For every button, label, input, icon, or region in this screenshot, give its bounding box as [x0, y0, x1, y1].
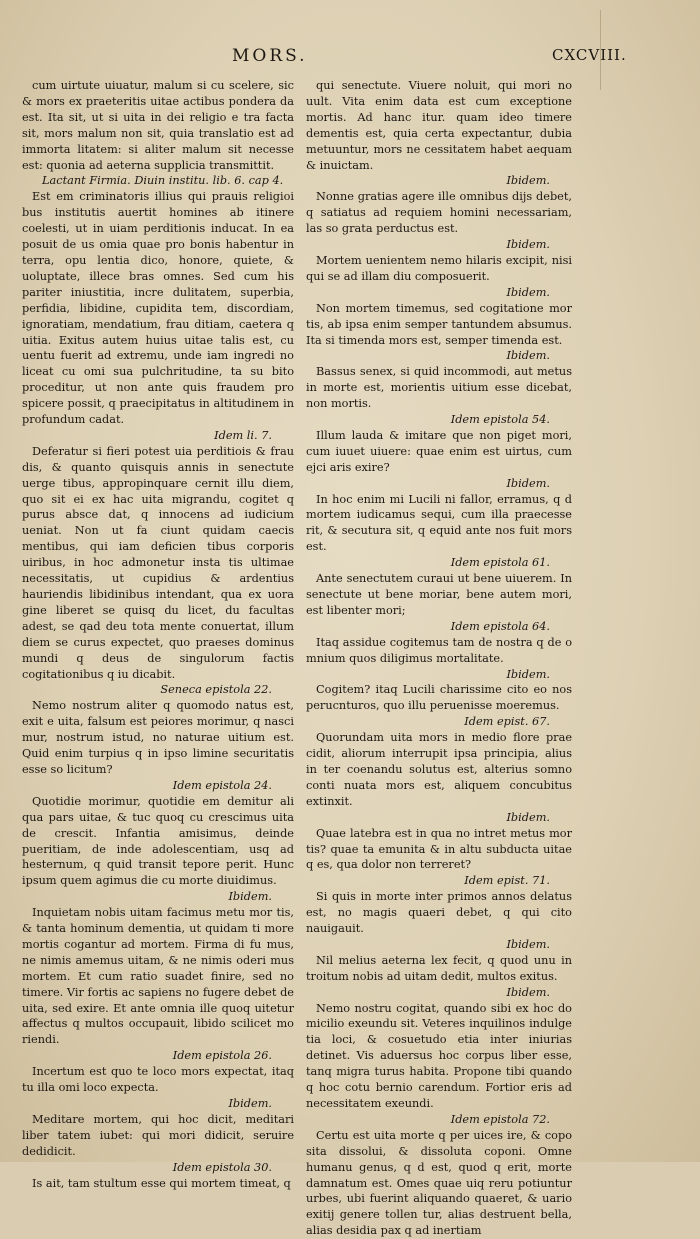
text-paragraph: Incertum est quo te loco mors expectat, itaq tu illa omi loco expecta. [22, 1065, 294, 1095]
text-paragraph: Nil melius aeterna lex fecit, q quod unu in troitum nobis ad uitam dedit, multos exitus. [306, 953, 572, 983]
text-paragraph: cum uirtute uiuatur, malum si cu scelere, sic & mors ex praeteritis uitae actibus pondera da est. Ita sit, ut si uita in dei religio e tra facta sit, mors malum non sit, quia translatio est ad immorta litatem: si aliter malum sit necesse est: quonia ad aeterna supplicia transmittit. [22, 79, 294, 172]
citation: Ibidem. [506, 985, 550, 999]
text-paragraph: Nemo nostrum aliter q quomodo natus est, exit e uita, falsum est peiores morimur, q nasci mur, nostrum istud, no naturae uitium est. Quid enim turpius q in ipso limine securitatis esse so licitum? [22, 699, 294, 776]
citation: Idem epist. 67. [464, 715, 550, 729]
text-paragraph: qui senectute. Viuere noluit, qui mori no uult. Vita enim data est cum exceptione mortis. Ad hanc itur. quam ideo timere dementis est, quia certa expectantur, dubia metuuntur, mors ne cessitatem habet aequam & inuictam. [306, 79, 572, 172]
text-paragraph: Bassus senex, si quid incommodi, aut metus in morte est, morientis uitium esse dicebat, non mortis. [306, 365, 572, 411]
text-paragraph: Cogitem? itaq Lucili charissime cito eo nos perucnturos, quo illu peruenisse moeremus. [306, 683, 572, 713]
text-paragraph: Quae latebra est in qua no intret metus mor tis? quae ta emunita & in altu subducta uitae q es, qua dolor non terreret? [306, 826, 572, 872]
text-paragraph: In hoc enim mi Lucili ni fallor, erramus, q d mortem iudicamus sequi, cum illa praecesse rit, & secutura sit, q equid ante nos fuit mors est. [306, 492, 572, 554]
right-column [306, 78, 572, 1238]
citation: Ibidem. [506, 349, 550, 363]
left-column [22, 78, 294, 1190]
citation: Ibidem. [506, 238, 550, 252]
citation: Idem epistola 64. [450, 619, 550, 633]
text-paragraph: Deferatur si fieri potest uia perditiois & frau dis, & quanto quisquis annis in senectute uerge tibus, appropinquare cernit illu diem, quo sit ei ex hac uita migrandu, cogitet q purus absce dat, q innocens ad iudicium ueniat. Non ut fa ciunt quidam caecis mentibus, qui iam deficien tibus corporis uiribus, in hoc admonetur insta tis ultimae necessitatis, ut cupidius & ardentius hauriendis libidinibus intendant, qua ex uora gine liberet se quisq du licet, du facultas adest, se qad deu tota mente conuertat, illum diem se curus expectet, quo praeses dominus mundi q deus de singulorum factis cogitationibus q iu dicabit. [22, 444, 294, 681]
citation: Ibidem. [228, 1097, 272, 1110]
citation: Ibidem. [228, 890, 272, 904]
citation: Idem epistola 30. [172, 1160, 272, 1174]
citation: Ibidem. [506, 810, 550, 824]
text-paragraph: Is ait, tam stultum esse qui mortem timeat, q [32, 1176, 291, 1190]
running-head [0, 46, 700, 68]
citation: Ibidem. [506, 667, 550, 681]
citation: Seneca epistola 22. [160, 683, 272, 697]
citation: Idem epist. 71. [464, 874, 550, 888]
text-paragraph: Certu est uita morte q per uices ire, & copo sita dissolui, & dissoluta coponi. Omne humanu genus, q d est, quod q erit, morte damnatum est. Omes quae uiq reru potiuntur urbes, ubi fuerint aliquando quaeret, & uario exitij genere tollen tur, alias destruent bella, alias desidia pax q ad inertiam [306, 1128, 572, 1238]
text-paragraph: Ante senectutem curaui ut bene uiuerem. In senectute ut bene moriar, bene autem mori, est libenter mori; [306, 572, 572, 617]
text-paragraph: Nemo nostru cogitat, quando sibi ex hoc do micilio exeundu sit. Veteres inquilinos indulge tia loci, & cosuetudo etia inter iniurias detinet. Vis aduersus hoc corpus liber esse, tanq migra turus habita. Propone tibi quando q hoc cotu bernio carendum. Fortior eris ad necessitatem exeundi. [306, 1001, 572, 1110]
text-paragraph: Non mortem timemus, sed cogitatione mor tis, ab ipsa enim semper tantundem absumus. Ita si timenda mors est, semper timenda est. [306, 301, 572, 347]
text-paragraph: Si quis in morte inter primos annos delatus est, no magis quaeri debet, q qui cito nauigauit. [306, 890, 572, 936]
citation: Idem epistola 61. [450, 556, 550, 570]
text-paragraph: Nonne gratias agere ille omnibus dijs debet, q satiatus ad requiem homini necessariam, las so grata perductus est. [306, 190, 572, 236]
text-paragraph: Quotidie morimur, quotidie em demitur ali qua pars uitae, & tuc quoq cu crescimus uita de crescit. Infantia amisimus, deinde pueritiam, de inde adolescentiam, usq ad hesternum, q quid transit tepore perit. Hunc ipsum quem agimus die cu morte diuidimus. [22, 794, 294, 888]
citation: Ibidem. [506, 476, 550, 490]
page-title: MORS. [232, 46, 308, 66]
text-paragraph: Quorundam uita mors in medio flore prae cidit, aliorum interrupit ipsa principia, alius in ter coenandu solutus est, alterius somno conti nuata mors est, aliquem concubitus extinxit. [306, 731, 572, 808]
text-paragraph: Est em criminatoris illius qui prauis religioi bus institutis auertit homines ab itinere coelesti, ut in uiam perditionis inducat. In ea posuit de us omia quae pro bonis habentur in terra, opu lentia dico, honore, quiete, & uoluptate, illece bras omnes. Sed cum his pariter iniustitia, incre dulitatem, superbia, perfidia, libidine, cupidita tem, discordiam, ignoratiam, mendatium, frau ditiam, caetera q uitia. Exitus autem huius uitae talis est, cu uentu fuerit ad extremu, unde iam ingredi no liceat cu omi sua pulchritudine, ta su bito proceditur, ut non ante quis fraudem pro spicere possit, q praecipitatus in altitudinem in profundum cadat. [22, 190, 294, 427]
text-paragraph: Meditare mortem, qui hoc dicit, meditari liber tatem iubet: qui mori didicit, seruire dedidicit. [22, 1112, 294, 1158]
folio-number: CXCVIII. [552, 46, 627, 64]
citation: Ibidem. [506, 285, 550, 299]
citation: Idem li. 7. [214, 428, 272, 442]
citation: Idem epistola 26. [172, 1049, 272, 1063]
text-paragraph: Illum lauda & imitare que non piget mori, cum iuuet uiuere: quae enim est uirtus, cum ejci aris exire? [306, 428, 572, 474]
text-paragraph: Mortem uenientem nemo hilaris excipit, nisi qui se ad illam diu composuerit. [306, 253, 572, 283]
text-paragraph: Inquietam nobis uitam facimus metu mor tis, & tanta hominum dementia, ut quidam ti more mortis cogantur ad mortem. Firma di fu mus, ne nimis amemus uitam, & ne nimis oderi mus mortem. Et cum ratio suadet finire, sed no timere. Vir fortis ac sapiens no fugere debet de uita, sed exire. Et ante omnia ille quoq uitetur affectus q multos occupauit, libido scilicet mo riendi. [22, 906, 294, 1047]
citation: Idem epistola 72. [450, 1112, 550, 1126]
source-heading: Lactant Firmia. Diuin institu. lib. 6. cap 4. [42, 174, 284, 188]
citation: Ibidem. [506, 174, 550, 188]
citation: Ibidem. [506, 937, 550, 951]
citation: Idem epistola 24. [172, 778, 272, 792]
text-paragraph: Itaq assidue cogitemus tam de nostra q de o mnium quos diligimus mortalitate. [306, 635, 572, 665]
citation: Idem epistola 54. [450, 413, 550, 427]
